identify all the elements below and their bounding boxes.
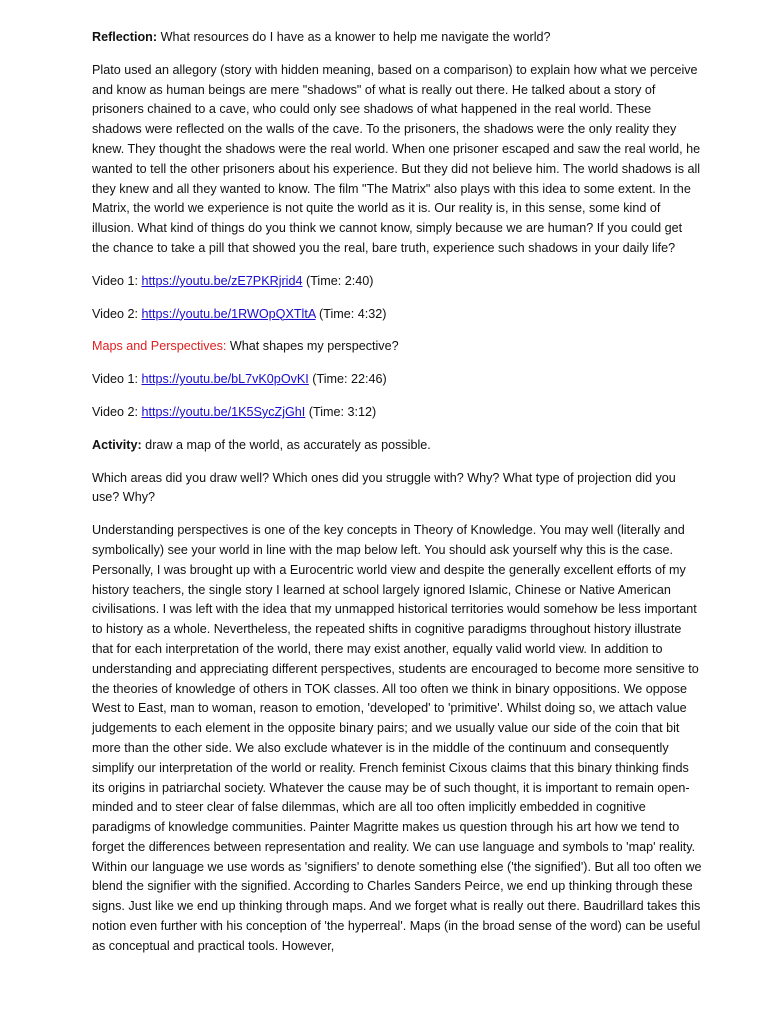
maps-heading bbox=[92, 337, 702, 357]
video-time: (Time: 4:32) bbox=[315, 306, 387, 321]
maps-video-1 bbox=[92, 370, 702, 390]
activity-text: draw a map of the world, as accurately as possible. bbox=[141, 437, 431, 452]
video-time: (Time: 3:12) bbox=[305, 404, 377, 419]
reflection-label: Reflection: bbox=[92, 30, 158, 44]
maps-video-2 bbox=[92, 403, 702, 423]
video-link[interactable]: https://youtu.be/1RWOpQXTltA bbox=[141, 306, 316, 321]
document-body bbox=[92, 28, 702, 957]
reflection-question: What resources do I have as a knower to help me navigate the world? bbox=[157, 30, 551, 44]
maps-question: What shapes my perspective? bbox=[226, 339, 399, 354]
questions-paragraph: Which areas did you draw well? Which ones did you struggle with? Why? What type of projection did you use? Why? bbox=[92, 470, 676, 505]
video-link[interactable]: https://youtu.be/zE7PKRjrid4 bbox=[141, 273, 303, 288]
reflection-heading bbox=[92, 28, 702, 48]
video-label: Video 2: bbox=[92, 404, 142, 419]
video-label: Video 1: bbox=[92, 273, 142, 288]
video-time: (Time: 22:46) bbox=[308, 372, 387, 387]
plato-paragraph: Plato used an allegory (story with hidden meaning, based on a comparison) to explain how what we perceive and know as human beings are mere "shadows" of what is really out there. He talked about a story of prisoners chained to a cave, who could only see shadows of what happened in the real world. These shadows were reflected on the walls of the cave. To the prisoners, the shadows were the only reality they knew. They thought the shadows were the real world. When one prisoner escaped and saw the real world, he wanted to tell the other prisoners about his experience. But they did not believe him. The world shadows is all they knew and all they wanted to know. The film "The Matrix" also plays with this idea to some extent. In the Matrix, the world we experience is not quite the world as it is. Our reality is, in this sense, some kind of illusion. What kind of things do you think we cannot know, simply because we are human? If you could get the chance to take a pill that showed you the real, bare truth, experience such shadows in your daily life? bbox=[92, 62, 701, 255]
video-label: Video 2: bbox=[92, 306, 142, 321]
video-link[interactable]: https://youtu.be/bL7vK0pOvKI bbox=[141, 372, 309, 387]
reflection-video-1 bbox=[92, 272, 702, 292]
video-time: (Time: 2:40) bbox=[302, 273, 374, 288]
maps-label: Maps and Perspectives: bbox=[92, 339, 227, 354]
activity-line bbox=[92, 436, 702, 456]
perspectives-paragraph: Understanding perspectives is one of the key concepts in Theory of Knowledge. You may well (literally and symbolically) see your world in line with the map below left. You should ask yourself why this is the case. Personally, I was brought up with a Eurocentric world view and despite the generally excellent efforts of my history teachers, the single story I learned at school largely ignored Islamic, Chinese or Native American civilisations. I was left with the idea that my unmapped historical territories would somehow be less important to history as a whole. Nevertheless, the repeated shifts in cognitive paradigms throughout history illustrate that for each interpretation of the world, there may exist another, equally valid world view. In addition to understanding and appreciating different perspectives, students are encouraged to become more sensitive to the theories of knowledge of others in TOK classes. All too often we think in binary oppositions. We oppose West to East, man to woman, reason to emotion, 'developed' to 'primitive'. Whilst doing so, we attach value judgements to each element in the opposite binary pairs; and we usually value our side of the coin that bit more than the other side. We also exclude whatever is in the middle of the continuum and consequently simplify our interpretation of the world or reality. French feminist Cixous claims that this binary thinking finds its origins in patriarchal society. Whatever the cause may be of such thought, it is important to remain open-minded and to steer clear of false dilemmas, which are all too often implicitly embedded in cognitive paradigms of knowledge communities. Painter Magritte makes us question through his art how we tend to forget the differences between representation and reality. We can use language and symbols to 'map' reality. Within our language we use words as 'signifiers' to denote something else ('the signified'). But all too often we blend the signifier with the signified. According to Charles Sanders Peirce, we end up thinking through these signs. Just like we end up thinking through maps. And we forget what is really out there. Baudrillard takes this notion even further with his conception of 'the hyperreal'. Maps (in the broad sense of the word) can be useful as conceptual and practical tools. However, bbox=[92, 523, 702, 953]
video-label: Video 1: bbox=[92, 372, 142, 387]
activity-label: Activity: bbox=[92, 437, 142, 452]
reflection-video-2 bbox=[92, 305, 702, 325]
video-link[interactable]: https://youtu.be/1K5SycZjGhI bbox=[141, 404, 306, 419]
